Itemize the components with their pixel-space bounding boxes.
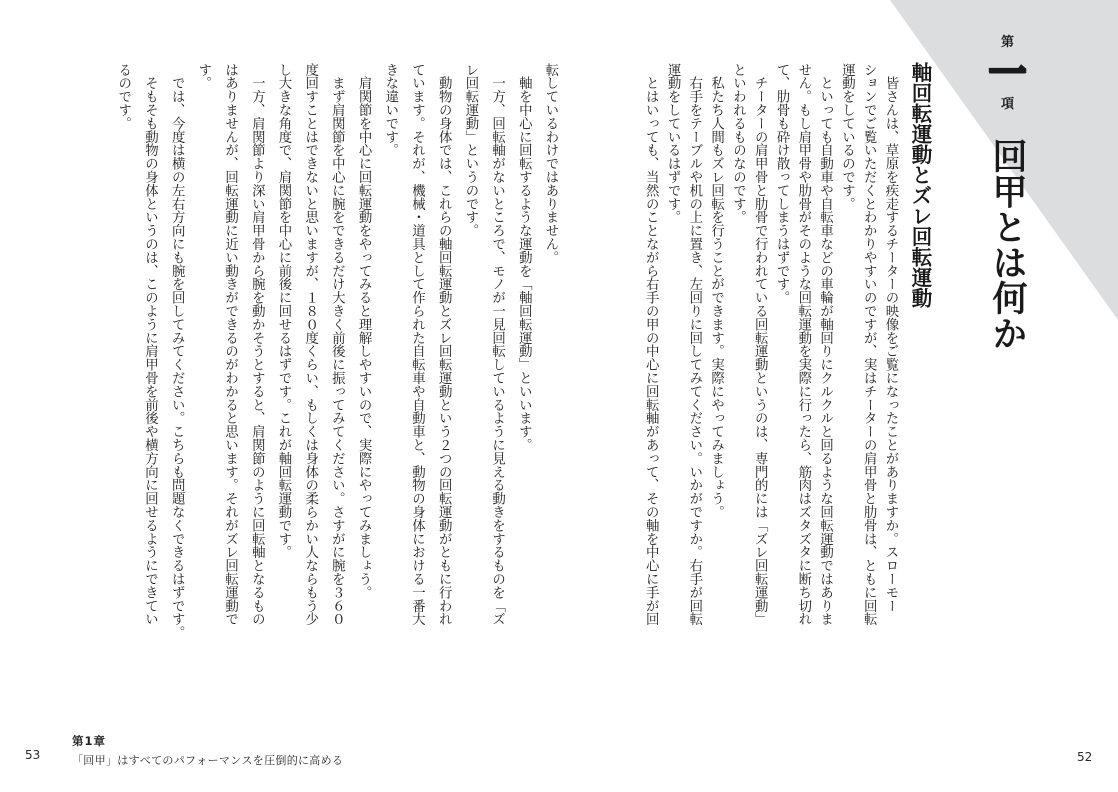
text-column: るのです。: [115, 63, 131, 130]
section-title: 回甲とは何か: [987, 138, 1027, 351]
section-kicker: [987, 36, 1028, 112]
kicker-kou: 項: [1000, 97, 1014, 112]
text-column: 私たち人間もズレ回転を行うことができます。実際にやってみましょう。: [708, 63, 724, 519]
left-page-body: [109, 63, 563, 663]
page-number-left: 53: [25, 748, 41, 762]
text-column: 運動をしているはずです。: [665, 63, 681, 224]
text-column: し大きな角度で、肩関節を中心に前後に回せるはずです。これが軸回転運動です。: [275, 63, 291, 559]
chapter-label: 第1章: [72, 734, 107, 748]
text-column: とはいっても、当然のことながら右手の甲の中心に回転軸があって、その軸を中心に手が回: [643, 63, 659, 626]
text-column: はありませんが、回転運動に近い動きができるのがわかると思います。それがズレ回転運動で: [222, 63, 238, 626]
text-column: 一方、回転軸がないところで、モノが一見回転しているように見える動きをするものを「ズ: [489, 63, 505, 626]
text-column: 肩関節を中心に回転運動をやってみると理解しやすいので、実際にやってみましょう。: [356, 63, 372, 599]
text-column: ションでご覧いただくとわかりやすいのですが、実はチーターの肩甲骨と肋骨は、ともに回転: [861, 63, 877, 626]
text-column: ています。それが、機械・道具として作られた自転車や自動車と、動物の身体における一番大: [409, 63, 425, 626]
text-column: レ回転運動」というのです。: [462, 63, 478, 238]
text-column: きな違いです。: [382, 63, 398, 157]
text-column: 一方、肩関節より深い肩甲骨から腕を動かそうとすると、肩関節のように回転軸となるもの: [249, 63, 265, 626]
right-page-body: [639, 63, 901, 663]
chapter-title: 「回甲」はすべてのパフォーマンスを圧倒的に高める: [72, 754, 344, 767]
text-column: す。: [195, 63, 211, 90]
page-number-right: 52: [1077, 750, 1093, 764]
text-column: まず肩関節を中心に腕をできるだけ大きく前後に振ってみてください。さすがに腕を３６０: [329, 63, 345, 626]
text-column: 転しているわけではありません。: [543, 63, 558, 264]
text-column: といっても自動車や自転車などの車輪が軸回りにクルクルと回るような回転運動ではありま: [817, 63, 833, 626]
kicker-number: 一: [987, 51, 1028, 97]
text-column: せん。もし肩甲骨や肋骨がそのような回転運動を実際に行ったら、筋肉はズタズタに断ち切れ: [795, 63, 811, 626]
text-column: では、今度は横の左右方向にも腕を回してみてください。こちらも問題なくできるはずです。: [169, 63, 185, 640]
text-column: て、肋骨も砕け散ってしまうはずです。: [774, 63, 790, 305]
kicker-dai: 第: [1000, 35, 1014, 50]
text-column: 皆さんは、草原を疾走するチーターの映像をご覧になったことがありますか。スローモー: [883, 63, 898, 613]
subsection-heading: 軸回転運動とズレ回転運動: [908, 62, 932, 308]
text-column: 軸を中心に回転するような運動を「軸回転運動」といいます。: [516, 63, 532, 452]
text-column: そもそも動物の身体というのは、このように肩甲骨を前後や横方向に回せるようにできてい: [142, 63, 158, 626]
text-column: 動物の身体では、これらの軸回転運動とズレ回転運動という２つの回転運動がともに行われ: [436, 63, 452, 626]
chapter-footer: [72, 733, 343, 768]
text-column: 運動をしているのです。: [839, 63, 855, 211]
text-column: 度回すことはできないと思いますが、１８０度くらい、もしくは身体の柔らかい人ならもう少: [302, 63, 318, 626]
text-column: チーターの肩甲骨と肋骨で行われている回転運動というのは、専門的には「ズレ回転運動」: [752, 63, 768, 626]
text-column: といわれるものなのです。: [730, 63, 746, 224]
text-column: 右手をテーブルや机の上に置き、左回りに回してみてください。いかがですか。右手が回転: [686, 63, 702, 626]
